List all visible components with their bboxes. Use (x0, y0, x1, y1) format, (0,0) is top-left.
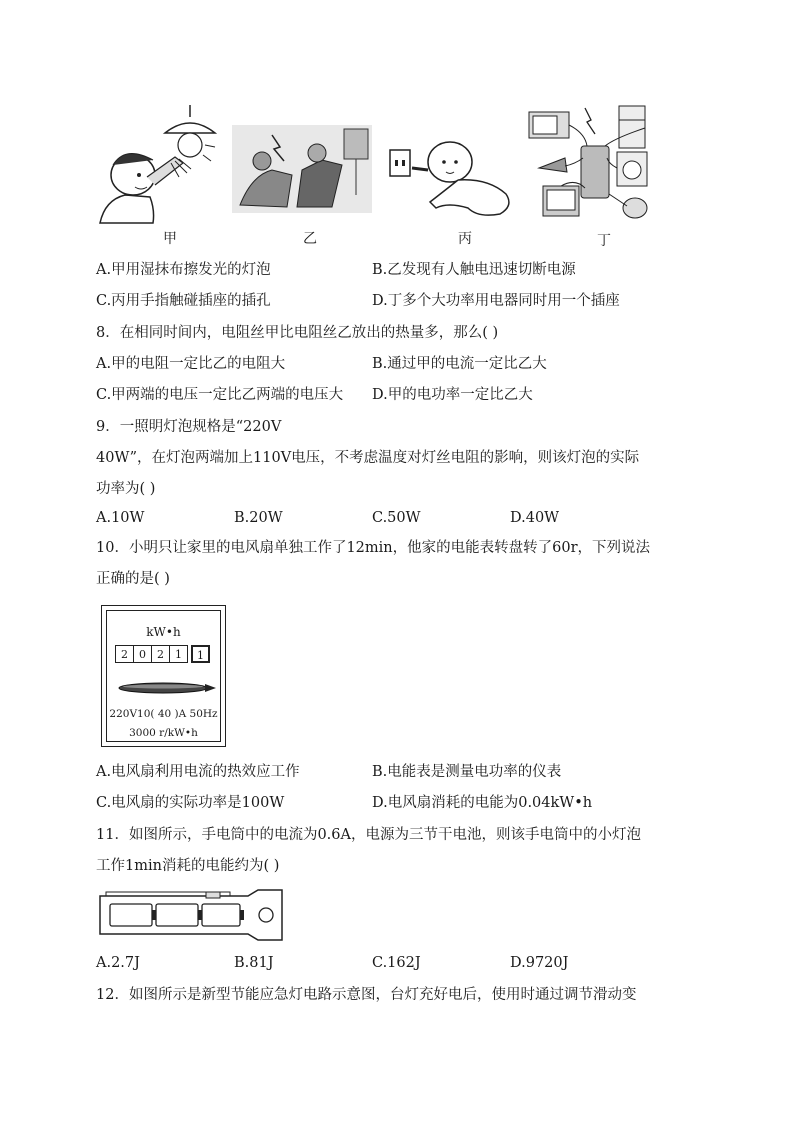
meter-digit: 2 (151, 645, 170, 663)
meter-digit: 2 (115, 645, 134, 663)
q11-stem-line1: 11．如图所示，手电筒中的电流为0.6A，电源为三节干电池，则该手电筒中的小灯泡 (96, 827, 641, 843)
meter-digit: 1 (169, 645, 188, 663)
q8-option-a: A.甲的电阻一定比乙的电阻大 (96, 356, 286, 372)
child-socket-illustration (388, 128, 518, 220)
q7-option-d: D.丁多个大功率用电器同时用一个插座 (372, 293, 620, 309)
q9-option-c: C.50W (372, 510, 421, 526)
q7-option-a: A.甲用湿抹布擦发光的灯泡 (96, 262, 271, 278)
q8-option-b: B.通过甲的电流一定比乙大 (372, 356, 547, 372)
figure-caption-yi: 乙 (303, 231, 317, 247)
meter-spec-rating: 220V10( 40 )A 50Hz (109, 708, 218, 720)
q7-option-b: B.乙发现有人触电迅速切断电源 (372, 262, 576, 278)
q9-stem-line2: 40W”，在灯泡两端加上110V电压，不考虑温度对灯丝电阻的影响，则该灯泡的实际 (96, 450, 640, 466)
meter-reading (115, 645, 209, 663)
q10-option-a: A.电风扇利用电流的热效应工作 (96, 764, 300, 780)
overloaded-socket-illustration (525, 98, 665, 226)
q11-option-c: C.162J (372, 955, 421, 971)
meter-unit-label: kW•h (146, 625, 181, 639)
flashlight-figure (98, 888, 284, 942)
meter-digit: 0 (133, 645, 152, 663)
q9-option-b: B.20W (234, 510, 283, 526)
q8-option-c: C.甲两端的电压一定比乙两端的电压大 (96, 387, 344, 403)
electric-shock-rescue-illustration (232, 125, 372, 213)
q11-stem-line2: 工作1min消耗的电能约为( ) (96, 858, 280, 874)
wet-cloth-lamp-illustration (95, 105, 220, 225)
meter-disc-icon (113, 681, 217, 695)
q9-stem-line1: 9．一照明灯泡规格是“220V (96, 419, 282, 435)
q11-option-b: B.81J (234, 955, 274, 971)
q9-stem-line3: 功率为( ) (96, 481, 156, 497)
figure-caption-bing: 丙 (458, 231, 472, 247)
q8-option-d: D.甲的电功率一定比乙大 (372, 387, 533, 403)
q9-option-d: D.40W (510, 510, 560, 526)
figure-caption-ding: 丁 (597, 233, 611, 249)
q10-option-c: C.电风扇的实际功率是100W (96, 795, 285, 811)
q10-option-d: D.电风扇消耗的电能为0.04kW•h (372, 795, 593, 811)
q12-stem-line1: 12．如图所示是新型节能应急灯电路示意图，台灯充好电后，使用时通过调节滑动变 (96, 987, 637, 1003)
q11-option-a: A.2.7J (96, 955, 140, 971)
energy-meter-figure (101, 605, 226, 747)
q9-option-a: A.10W (96, 510, 145, 526)
q10-stem-line2: 正确的是( ) (96, 571, 170, 587)
q10-option-b: B.电能表是测量电功率的仪表 (372, 764, 562, 780)
q10-stem-line1: 10．小明只让家里的电风扇单独工作了12min，他家的电能表转盘转了60r，下列说法 (96, 540, 651, 556)
q11-option-d: D.9720J (510, 955, 569, 971)
figure-caption-jia: 甲 (163, 231, 177, 247)
meter-digit-decimal: 1 (191, 645, 210, 663)
q7-option-c: C.丙用手指触碰插座的插孔 (96, 293, 271, 309)
q8-stem: 8．在相同时间内，电阻丝甲比电阻丝乙放出的热量多，那么( ) (96, 325, 499, 341)
meter-spec-constant: 3000 r/kW•h (129, 727, 198, 739)
